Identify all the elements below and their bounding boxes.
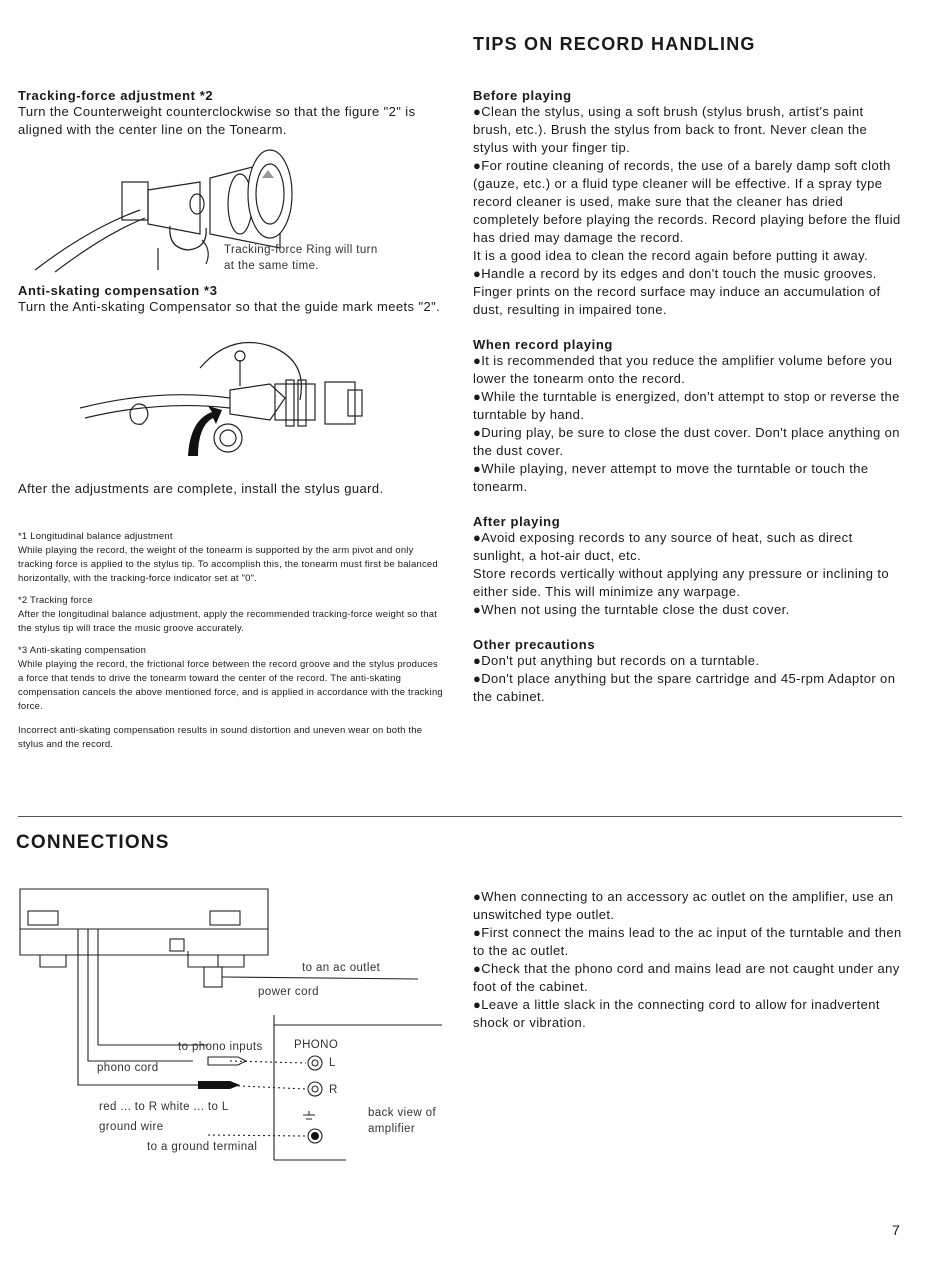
connections-para-4: ●Leave a little slack in the connecting cord to allow for inadvertent shock or vibration. (473, 997, 880, 1030)
page-number: 7 (892, 1222, 900, 1238)
label-back-view-2: amplifier (368, 1123, 416, 1135)
footnote-2 (18, 594, 446, 636)
antiskate-illustration (80, 338, 370, 463)
connections-title: CONNECTIONS (16, 832, 170, 853)
footnote-1-title: *1 Longitudinal balance adjustment (18, 531, 173, 542)
tracking-section (18, 88, 448, 139)
before-playing-para-3: It is a good idea to clean the record again before putting it away. (473, 248, 869, 263)
after-playing-para-1: ●Avoid exposing records to any source of heat, such as direct sunlight, a hot-air duct, etc. (473, 530, 853, 563)
label-phono-cord: phono cord (97, 1062, 159, 1074)
label-ac-outlet: to an ac outlet (302, 962, 381, 974)
connections-para-2: ●First connect the mains lead to the ac input of the turntable and then to the ac outlet. (473, 925, 902, 958)
before-playing-heading: Before playing (473, 88, 572, 103)
footnote-2-text: After the longitudinal balance adjustment, apply the recommended tracking-force weight so that the stylus tip will trace the music groove accurately. (18, 609, 438, 634)
footnote-1 (18, 530, 446, 586)
before-playing-para-1: ●Clean the stylus, using a soft brush (stylus brush, artist's paint brush, etc.). Brush the stylus from back to front. Never clean the stylus with your finger tip. (473, 104, 868, 155)
label-ground-terminal: to a ground terminal (147, 1141, 258, 1153)
label-jack-l: L (329, 1057, 336, 1069)
antiskate-text: Turn the Anti-skating Compensator so that the guide mark meets "2". (18, 299, 441, 314)
when-playing-para-4: ●While playing, never attempt to move the turntable or touch the tonearm. (473, 461, 869, 494)
label-back-view-1: back view of (368, 1107, 437, 1119)
antiskate-section (18, 283, 450, 316)
footnote-2-title: *2 Tracking force (18, 595, 93, 606)
when-playing-para-3: ●During play, be sure to close the dust cover. Don't place anything on the dust cover. (473, 425, 900, 458)
after-playing-para-3: ●When not using the turntable close the dust cover. (473, 602, 790, 617)
after-playing-heading: After playing (473, 514, 561, 529)
connections-text (473, 888, 903, 1032)
label-phono: PHONO (294, 1039, 339, 1051)
counterweight-illustration (30, 148, 320, 278)
other-para-1: ●Don't put anything but records on a turntable. (473, 653, 760, 668)
footnote-3 (18, 644, 446, 714)
label-jack-r: R (329, 1084, 338, 1096)
label-phono-inputs: to phono inputs (178, 1041, 263, 1053)
tracking-text: Turn the Counterweight counterclockwise so that the figure "2" is aligned with the center line on the Tonearm. (18, 104, 416, 137)
when-playing-heading: When record playing (473, 337, 613, 352)
before-playing-para-4: ●Handle a record by its edges and don't touch the music grooves. Finger prints on the record surface may induce an accumulation of dust, resulting in impaired tone. (473, 266, 881, 317)
connections-para-1: ●When connecting to an accessory ac outlet on the amplifier, use an unswitched type outlet. (473, 889, 894, 922)
connections-para-3: ●Check that the phono cord and mains lead are not caught under any foot of the cabinet. (473, 961, 900, 994)
footnote-3-title: *3 Anti-skating compensation (18, 645, 147, 656)
anti-skate-note: Incorrect anti-skating compensation results in sound distortion and uneven wear on both the stylus and the record. (18, 725, 423, 750)
when-playing-para-1: ●It is recommended that you reduce the amplifier volume before you lower the tonearm onto the record. (473, 353, 893, 386)
after-playing-para-2: Store records vertically without applying any pressure or inclining to either side. This will minimize any warpage. (473, 566, 890, 599)
tracking-ring-label-1: Tracking-force Ring will turn (224, 244, 378, 256)
tips-column (473, 88, 903, 706)
when-playing-para-2: ●While the turntable is energized, don't attempt to stop or reverse the turntable by hand. (473, 389, 900, 422)
other-para-2: ●Don't place anything but the spare cartridge and 45-rpm Adaptor on the cabinet. (473, 671, 896, 704)
label-ground-wire: ground wire (99, 1121, 164, 1133)
tips-title: TIPS ON RECORD HANDLING (473, 34, 756, 54)
tracking-ring-label-2: at the same time. (224, 260, 320, 272)
label-red-white: red ... to R white ... to L (99, 1101, 229, 1113)
footnote-3-text: While playing the record, the frictional force between the record groove and the stylus produces a force that tends to drive the tonearm toward the center of the record. The anti-skating compensation cancels the above mentioned force, and is applied in accordance with the tracking force. (18, 659, 443, 712)
footnote-1-text: While playing the record, the weight of the tonearm is supported by the arm pivot and only tracking force is applied to the stylus tip. To accomplish this, the tonearm must first be balanced horizontally, with the tracking-force indicator set at "0". (18, 545, 438, 584)
section-divider (18, 816, 902, 817)
label-power-cord: power cord (258, 986, 319, 998)
footnotes (18, 530, 446, 752)
other-precautions-heading: Other precautions (473, 637, 596, 652)
antiskate-heading: Anti-skating compensation *3 (18, 283, 218, 298)
tracking-heading: Tracking-force adjustment *2 (18, 88, 214, 103)
before-playing-para-2: ●For routine cleaning of records, the use of a barely damp soft cloth (gauze, etc.) or a fluid type cleaner will be effective. If a spray type record cleaner is used, make sure that the cleaner has dried completely before playing the records. Record playing before the fluid has dried may damage the record. (473, 158, 901, 245)
after-adjust-text: After the adjustments are complete, install the stylus guard. (18, 481, 384, 496)
